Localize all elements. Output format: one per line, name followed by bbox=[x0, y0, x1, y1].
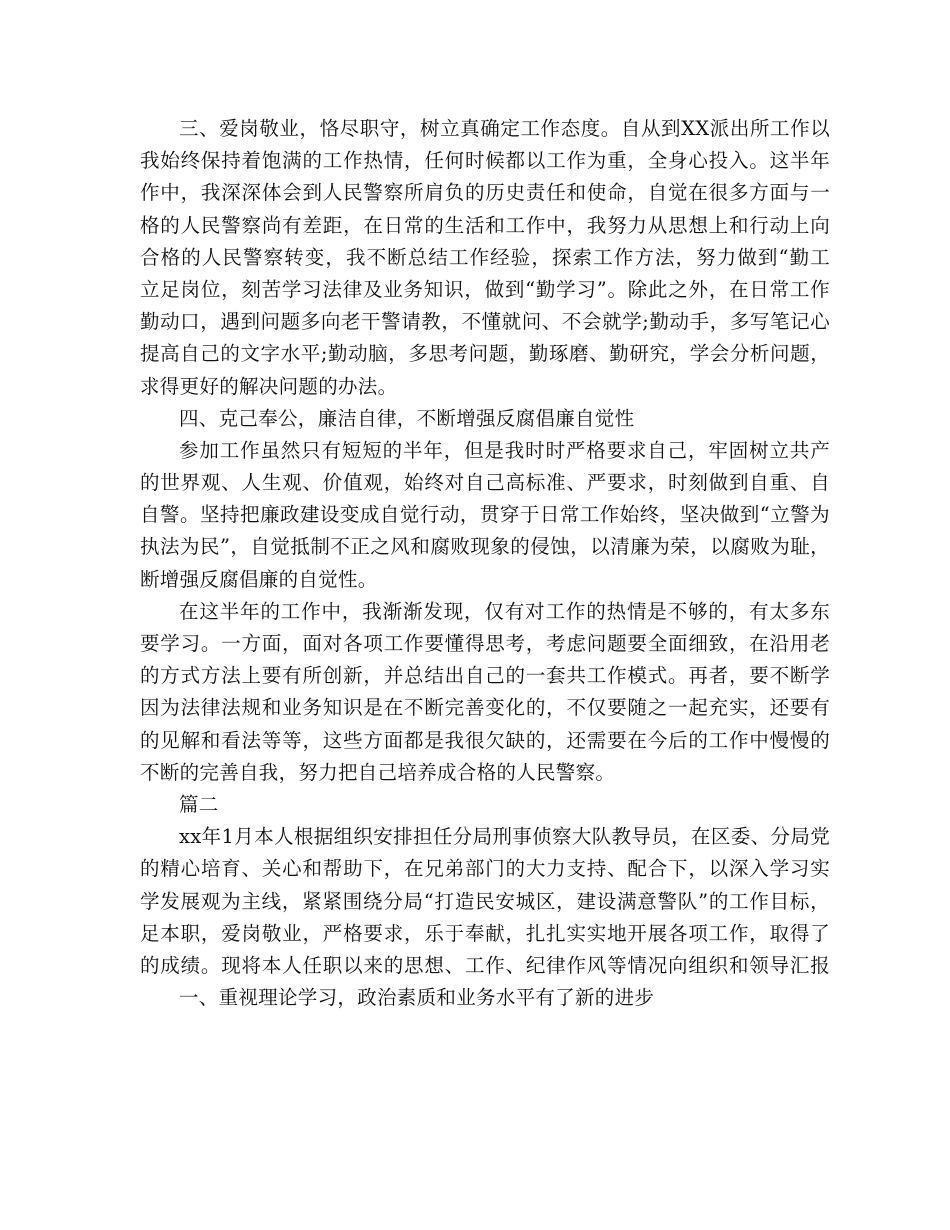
text-line: 立足岗位，刻苦学习法律及业务知识，做到“勤学习”。除此之外，在日常工作 bbox=[140, 277, 830, 301]
text-line: 格的人民警察尚有差距，在日常的生活和工作中，我努力从思想上和行动上向 bbox=[140, 213, 830, 237]
text-line: 执法为民”，自觉抵制不正之风和腐败现象的侵蚀，以清廉为荣，以腐败为耻， bbox=[140, 535, 830, 559]
text-line: 求得更好的解决问题的办法。 bbox=[140, 374, 398, 398]
text-line: 足本职，爱岗敬业，严格要求，乐于奉献，扎扎实实地开展各项工作，取得了 bbox=[140, 921, 830, 945]
text-line: 要学习。一方面，面对各项工作要懂得思考，考虑问题要全面细致，在沿用老 bbox=[140, 632, 830, 655]
text-line: 勤动口，遇到问题多向老干警请教，不懂就问、不会就学;勤动手，多写笔记心 bbox=[140, 310, 830, 334]
text-line: 参加工作虽然只有短短的半年，但是我时时严格要求自己，牢固树立共产 bbox=[179, 438, 830, 462]
text-line: 的世界观、人生观、价值观，始终对自己高标准、严要求，时刻做到自重、自 bbox=[140, 471, 830, 495]
document-body bbox=[140, 113, 830, 1014]
text-line: 的成绩。现将本人任职以来的思想、工作、纪律作风等情况向组织和领导汇报 bbox=[140, 953, 830, 977]
text-line: 不断的完善自我，努力把自己培养成合格的人民警察。 bbox=[140, 760, 616, 784]
text-line: xx年1月本人根据组织安排担任分局刑事侦察大队教导员，在区委、分局党 bbox=[179, 825, 830, 849]
section-heading: 四、克己奉公，廉洁自律，不断增强反腐倡廉自觉性 bbox=[179, 406, 635, 430]
text-line: 的见解和看法等等，这些方面都是我很欠缺的，还需要在今后的工作中慢慢的 bbox=[140, 728, 830, 752]
text-line: 因为法律法规和业务知识是在不断完善变化的，不仅要随之一起充实，还要有 bbox=[140, 696, 830, 720]
text-line: 作中，我深深体会到人民警察所肩负的历史责任和使命，自觉在很多方面与一 bbox=[140, 181, 830, 205]
text-line: 在这半年的工作中，我渐渐发现，仅有对工作的热情是不够的，有太多东 bbox=[179, 599, 830, 623]
text-line: 提高自己的文字水平;勤动脑，多思考问题，勤琢磨、勤研究，学会分析问题， bbox=[140, 342, 830, 366]
text-line: 合格的人民警察转变，我不断总结工作经验，探索工作方法，努力做到“勤工 bbox=[140, 245, 830, 269]
text-line: 我始终保持着饱满的工作热情，任何时候都以工作为重，全身心投入。这半年 bbox=[140, 149, 830, 173]
text-line: 断增强反腐倡廉的自觉性。 bbox=[140, 567, 378, 591]
text-line: 自警。坚持把廉政建设变成自觉行动，贯穿于日常工作始终，坚决做到“立警为 bbox=[140, 503, 830, 527]
text-line: 的方式方法上要有所创新，并总结出自己的一套共工作模式。再者，要不断学 bbox=[140, 664, 830, 688]
section-heading: 一、重视理论学习，政治素质和业务水平有了新的进步 bbox=[179, 986, 655, 1010]
section-heading: 篇二 bbox=[179, 792, 219, 816]
text-line: 学发展观为主线，紧紧围绕分局“打造民安城区，建设满意警队”的工作目标， bbox=[140, 889, 830, 913]
text-line: 三、爱岗敬业，恪尽职守，树立真确定工作态度。自从到XX派出所工作以 bbox=[179, 117, 830, 140]
text-line: 的精心培育、关心和帮助下，在兄弟部门的大力支持、配合下，以深入学习实 bbox=[140, 857, 830, 881]
